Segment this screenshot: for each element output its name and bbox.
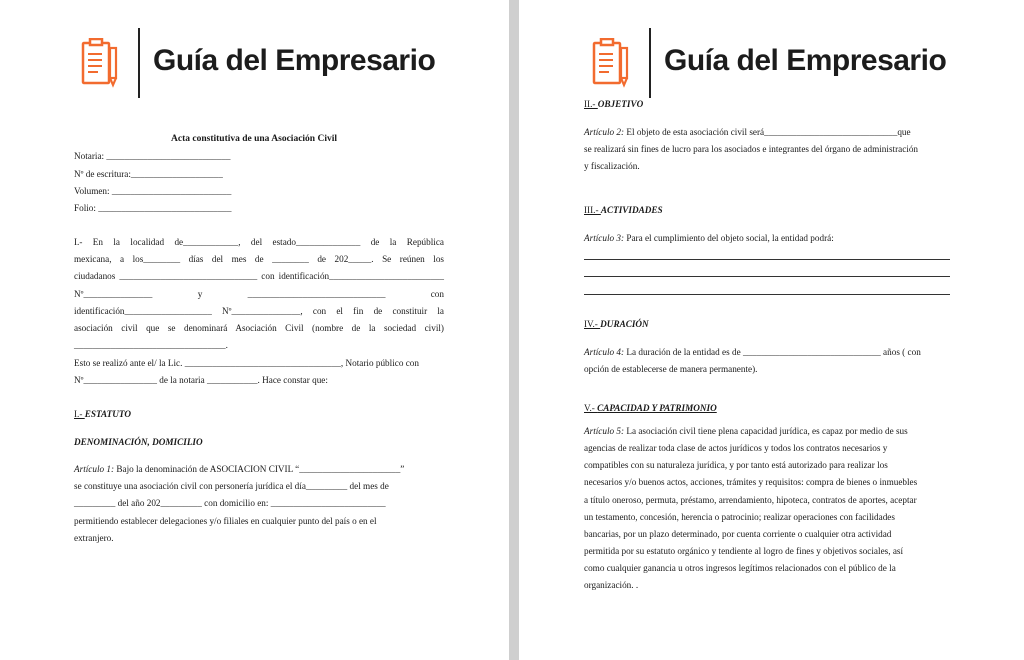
subsection-heading: DENOMINACIÓN, DOMICILIO	[74, 437, 203, 447]
paragraph-line: asociación civil que se denominará Asociación Civil (nombre de la sociedad civil)	[74, 323, 444, 333]
article-text: La asociación civil tiene plena capacidad jurídica, es capaz por medio de sus	[624, 426, 908, 436]
section-title: OBJETIVO	[597, 99, 644, 109]
section-heading-actividades	[584, 204, 663, 216]
article-label: Artículo 1:	[74, 464, 115, 474]
article-1-line	[74, 463, 404, 475]
article-4-line	[584, 346, 921, 358]
section-heading-objetivo	[584, 98, 643, 110]
article-5-line: compatibles con su naturaleza jurídica, y por tanto está autorizado para realizar los	[584, 460, 888, 470]
article-3-line	[584, 232, 834, 244]
article-1-line: se constituye una asociación civil con personería jurídica el día_________ del mes de	[74, 481, 389, 491]
blank-line	[584, 294, 950, 295]
field-volumen: Volumen: __________________________	[74, 186, 232, 196]
paragraph-line: mexicana, a los________ días del mes de ________ de 202_____. Se reúnen los	[74, 254, 444, 264]
section-title: ESTATUTO	[84, 409, 132, 419]
paragraph-line: Nº________________ de la notaria ___________. Hace constar que:	[74, 375, 328, 385]
paragraph-line: I.- En la localidad de____________, del estado______________ de la República	[74, 237, 444, 247]
section-heading-capacidad	[584, 402, 717, 414]
article-5-line: organización. .	[584, 580, 639, 590]
section-title: DURACIÓN	[600, 319, 649, 329]
section-number: V.-	[584, 403, 598, 413]
document-title: Acta constitutiva de una Asociación Civil	[171, 134, 337, 144]
article-text: Bajo la denominación de ASOCIACION CIVIL “______________________”	[114, 464, 405, 474]
article-2-line	[584, 126, 911, 138]
document-pen-icon	[80, 38, 120, 88]
blank-line	[584, 276, 950, 277]
section-number: I.-	[74, 409, 85, 419]
article-5-line	[584, 425, 908, 437]
article-1-line: extranjero.	[74, 533, 114, 543]
article-5-line: necesarios y/o buenos actos, acciones, trámites y requisitos: compra de bienes o inmuebles	[584, 477, 918, 487]
article-5-line: como cualquier ganancia u otros ingresos legítimos relacionados con el público de la	[584, 563, 896, 573]
article-label: Artículo 3:	[584, 233, 625, 243]
article-5-line: a título oneroso, permuta, préstamo, arrendamiento, hipoteca, contratos de aportes, aceptar	[584, 495, 917, 505]
field-notaria: Notaria: ___________________________	[74, 151, 231, 161]
section-number: IV.-	[584, 319, 601, 329]
paragraph-line: ciudadanos ______________________________ con identificación_________________________	[74, 271, 444, 281]
section-number: II.-	[584, 99, 598, 109]
document-page-2	[519, 0, 1024, 660]
article-2-line: y fiscalización.	[584, 161, 640, 171]
section-heading-estatuto	[74, 408, 131, 420]
field-folio: Folio: _____________________________	[74, 203, 232, 213]
article-text: El objeto de esta asociación civil será_____________________________que	[624, 127, 911, 137]
section-title: ACTIVIDADES	[600, 205, 663, 215]
article-5-line: agencias de realizar toda clase de actos jurídicos y todos los contratos necesarios y	[584, 443, 888, 453]
article-text: La duración de la entidad es de ______________________________ años ( con	[624, 347, 921, 357]
article-5-line: bancarias, por un plazo determinado, por cuenta corriente o cualquier otra actividad	[584, 529, 892, 539]
paragraph-line: Esto se realizó ante el/ la Lic. __________________________________, Notario público con	[74, 358, 419, 368]
article-label: Artículo 2:	[584, 127, 625, 137]
page-gutter	[509, 0, 519, 660]
section-title: CAPACIDAD Y PATRIMONIO	[597, 403, 717, 413]
article-label: Artículo 5:	[584, 426, 625, 436]
field-escritura: Nº de escritura:____________________	[74, 169, 223, 179]
paragraph-line: _________________________________.	[74, 340, 228, 350]
article-2-line: se realizará sin fines de lucro para los asociados e integrantes del órgano de administración	[584, 144, 919, 154]
brand-name: Guía del Empresario	[664, 44, 947, 77]
section-number: III.-	[584, 205, 601, 215]
logo-divider	[138, 28, 140, 98]
article-5-line: permitida por su estatuto orgánico y tendiente al logro de fines y objetivos sociales, así	[584, 546, 904, 556]
paragraph-line: identificación___________________ Nº_______________, con el fin de constituir la	[74, 306, 444, 316]
article-4-line: opción de establecerse de manera permanente).	[584, 364, 758, 374]
article-1-line: _________ del año 202_________ con domicilio en: _________________________	[74, 498, 386, 508]
paragraph-line: Nº_______________ y ______________________________ con	[74, 289, 444, 299]
logo-divider	[649, 28, 651, 98]
article-1-line: permitiendo establecer delegaciones y/o filiales en cualquier punto del país o en el	[74, 516, 377, 526]
article-text: Para el cumplimiento del objeto social, la entidad podrá:	[624, 233, 834, 243]
blank-line	[584, 259, 950, 260]
brand-name: Guía del Empresario	[153, 44, 436, 77]
article-label: Artículo 4:	[584, 347, 625, 357]
document-page-1	[0, 0, 509, 660]
document-pen-icon	[591, 38, 631, 88]
article-5-line: un testamento, concesión, herencia o patrocinio; realizar operaciones con facilidades	[584, 512, 895, 522]
section-heading-duracion	[584, 318, 649, 330]
